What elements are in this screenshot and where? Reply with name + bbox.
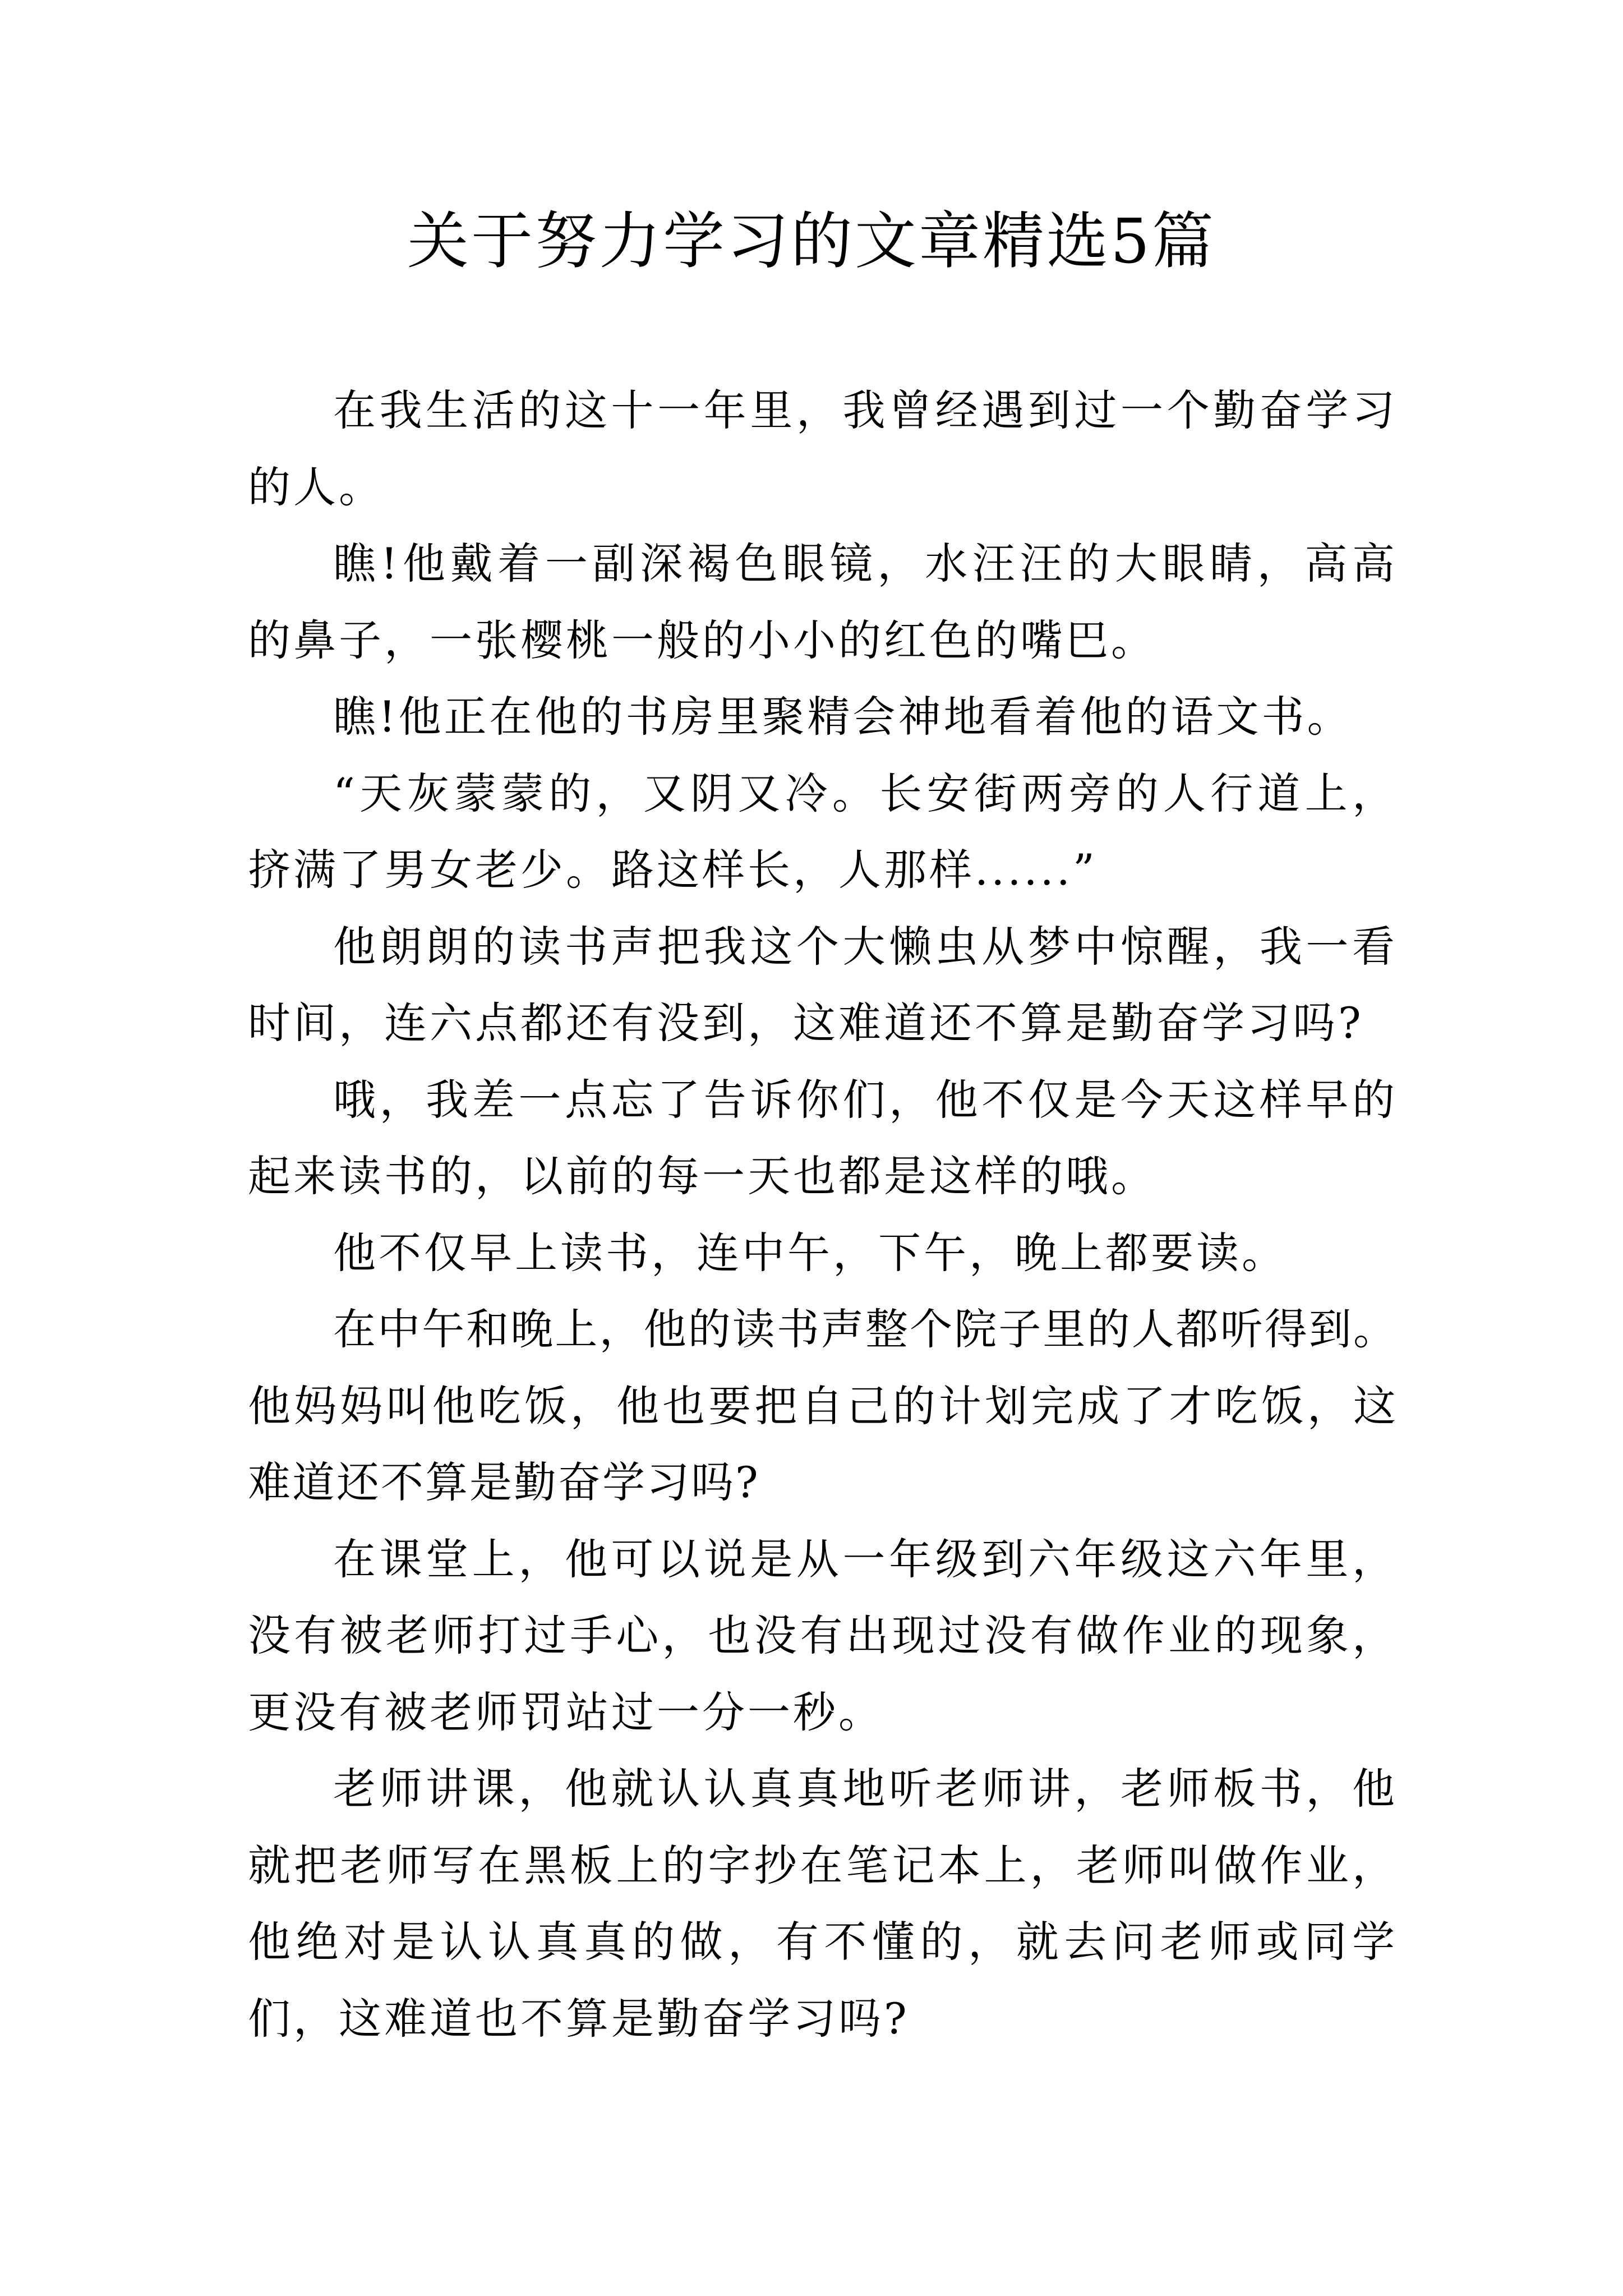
paragraph: 瞧!他戴着一副深褐色眼镜，水汪汪的大眼睛，高高的鼻子，一张樱桃一般的小小的红色的嘴巴。 <box>248 539 1398 665</box>
paragraph: 哦，我差一点忘了告诉你们，他不仅是今天这样早的起来读书的，以前的每一天也都是这样的哦。 <box>248 1074 1398 1201</box>
paragraph: 在中午和晚上，他的读书声整个院子里的人都听得到。他妈妈叫他吃饭，他也要把自己的计划完成了才吃饭，这难道还不算是勤奋学习吗? <box>248 1304 1398 1507</box>
paragraph: 在课堂上，他可以说是从一年级到六年级这六年里，没有被老师打过手心，也没有出现过没有做作业的现象，更没有被老师罚站过一分一秒。 <box>248 1534 1398 1737</box>
paragraph: 他朗朗的读书声把我这个大懒虫从梦中惊醒，我一看时间，连六点都还有没到，这难道还不算是勤奋学习吗? <box>248 921 1398 1048</box>
paragraph: “天灰蒙蒙的，又阴又冷。长安街两旁的人行道上，挤满了男女老少。路这样长，人那样......” <box>248 768 1398 895</box>
document-title: 关于努力学习的文章精选5篇 <box>407 205 1216 277</box>
document-body <box>248 372 1398 2057</box>
paragraph: 老师讲课，他就认认真真地听老师讲，老师板书，他就把老师写在黑板上的字抄在笔记本上，老师叫做作业，他绝对是认认真真的做，有不懂的，就去问老师或同学们，这难道也不算是勤奋学习吗? <box>248 1764 1398 2044</box>
paragraph: 瞧!他正在他的书房里聚精会神地看着他的语文书。 <box>333 692 1353 742</box>
paragraph: 在我生活的这十一年里，我曾经遇到过一个勤奋学习的人。 <box>248 385 1398 512</box>
paragraph: 他不仅早上读书，连中午，下午，晚上都要读。 <box>333 1227 1287 1278</box>
